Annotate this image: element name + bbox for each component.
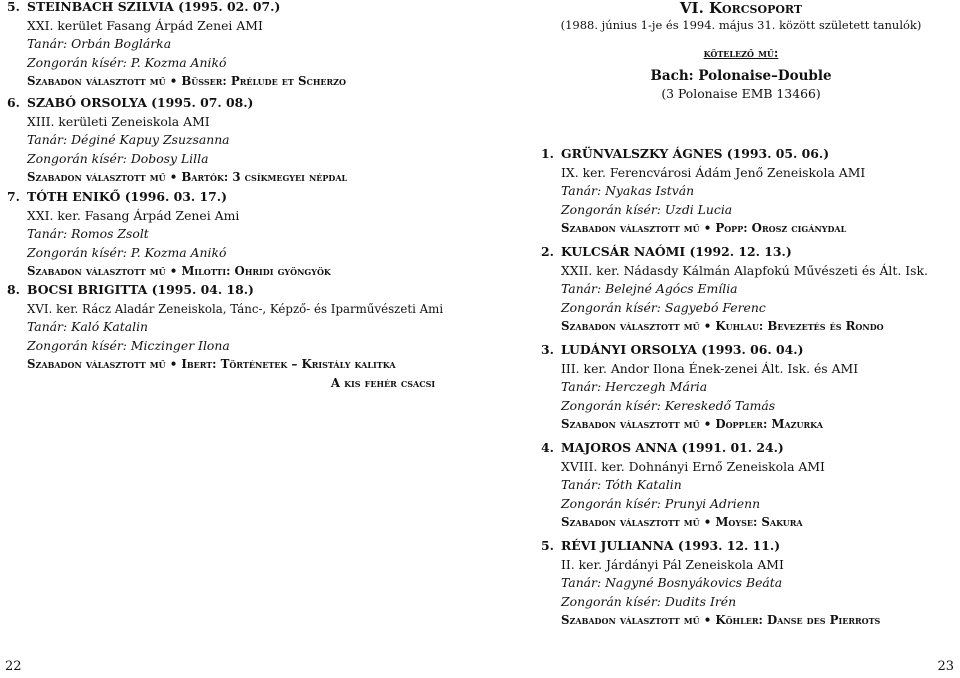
teacher: Tanár: Kaló Katalin [27, 319, 149, 335]
teacher: Tanár: Romos Zsolt [27, 226, 149, 242]
entry-1 [541, 145, 865, 238]
free-piece: Szabadon választott mű • Ibert: Történetek – Kristály kalitka [27, 357, 396, 372]
required-piece: Bach: Polonaise–Double [650, 68, 832, 84]
free-piece: Szabadon választott mű • Popp: Orosz cigánydal [561, 221, 847, 236]
teacher: Tanár: Tóth Katalin [561, 477, 682, 493]
student-name: TÓTH ENIKŐ (1996. 03. 17.) [27, 189, 227, 204]
teacher: Tanár: Nagyné Bosnyákovics Beáta [561, 575, 783, 591]
accompanist: Zongorán kísér: Miczinger Ilona [27, 337, 230, 353]
entry-4 [541, 439, 825, 532]
teacher: Tanár: Herczegh Mária [561, 379, 708, 395]
accompanist: Zongorán kísér: Prunyi Adrienn [561, 495, 761, 511]
category-subtitle: (1988. június 1-je és 1994. május 31. között született tanulók) [560, 18, 922, 32]
accompanist: Zongorán kísér: Dudits Irén [561, 593, 737, 609]
free-piece-continued: A kis fehér csacsi [330, 375, 436, 390]
free-piece: Szabadon választott mű • Büsser: Prélude et Scherzo [27, 74, 346, 89]
student-name: BOCSI BRIGITTA (1995. 04. 18.) [27, 282, 254, 297]
school: XIII. kerületi Zeneiskola AMI [27, 113, 210, 129]
page-number-right: 23 [937, 659, 954, 674]
school: XXI. ker. Fasang Árpád Zenei Ami [27, 207, 240, 223]
category-header [541, 0, 941, 103]
entry-number: 8. [7, 282, 20, 297]
student-name: SZABÓ ORSOLYA (1995. 07. 08.) [27, 95, 254, 110]
student-name: STEINBACH SZILVIA (1995. 02. 07.) [27, 0, 281, 14]
entry-5-right [541, 537, 880, 630]
entry-number: 2. [541, 244, 554, 259]
entry-number: 4. [541, 440, 554, 455]
teacher: Tanár: Orbán Boglárka [27, 36, 172, 52]
student-name: MAJOROS ANNA (1991. 01. 24.) [561, 440, 784, 455]
accompanist: Zongorán kísér: P. Kozma Anikó [27, 244, 227, 260]
accompanist: Zongorán kísér: Dobosy Lilla [27, 150, 209, 166]
accompanist: Zongorán kísér: P. Kozma Anikó [27, 54, 227, 70]
free-piece: Szabadon választott mű • Moyse: Sakura [561, 515, 803, 530]
free-piece: Szabadon választott mű • Bartók: 3 csíkmegyei népdal [27, 170, 348, 185]
entry-number: 5. [7, 0, 20, 14]
teacher: Tanár: Nyakas István [561, 183, 695, 199]
entry-2 [541, 243, 928, 336]
required-piece-edition: (3 Polonaise EMB 13466) [661, 86, 821, 101]
entry-number: 3. [541, 342, 554, 357]
entry-7 [7, 188, 331, 281]
student-name: KULCSÁR NAÓMI (1992. 12. 13.) [561, 244, 792, 259]
entry-number: 1. [541, 146, 554, 161]
required-label: kötelező mű: [703, 46, 779, 60]
teacher: Tanár: Déginé Kapuy Zsuzsanna [27, 132, 230, 148]
entry-5 [7, 0, 346, 91]
school: XVIII. ker. Dohnányi Ernő Zeneiskola AMI [561, 458, 825, 474]
teacher: Tanár: Belejné Agócs Emília [561, 281, 738, 297]
student-name: RÉVI JULIANNA (1993. 12. 11.) [561, 538, 781, 553]
entry-3 [541, 341, 858, 434]
free-piece: Szabadon választott mű • Kuhlau: Bevezetés és Rondo [561, 319, 884, 334]
school: XVI. ker. Rácz Aladár Zeneiskola, Tánc-, Képző- és Iparművészeti Ami [27, 301, 444, 316]
accompanist: Zongorán kísér: Kereskedő Tamás [561, 397, 776, 413]
free-piece: Szabadon választott mű • Köhler: Danse des Pierrots [561, 613, 881, 628]
student-name: LUDÁNYI ORSOLYA (1993. 06. 04.) [561, 342, 804, 357]
entry-number: 6. [7, 95, 20, 110]
accompanist: Zongorán kísér: Uzdi Lucia [561, 201, 733, 217]
school: II. ker. Járdányi Pál Zeneiskola AMI [561, 556, 784, 572]
school: III. ker. Andor Ilona Ének-zenei Ált. Isk. és AMI [561, 360, 859, 376]
free-piece: Szabadon választott mű • Doppler: Mazurka [561, 417, 823, 432]
entry-8 [7, 281, 443, 393]
school: XXI. kerület Fasang Árpád Zenei AMI [27, 17, 263, 33]
entry-number: 5. [541, 538, 554, 553]
student-name: GRÜNVALSZKY ÁGNES (1993. 05. 06.) [561, 146, 830, 161]
accompanist: Zongorán kísér: Sagyebó Ferenc [561, 299, 766, 315]
page-number-left: 22 [5, 659, 22, 674]
school: IX. ker. Ferencvárosi Ádám Jenő Zeneiskola AMI [561, 164, 866, 180]
entry-6 [7, 94, 347, 187]
entry-number: 7. [7, 189, 20, 204]
category-title: VI. Korcsoport [679, 0, 803, 17]
free-piece: Szabadon választott mű • Milotti: Ohridi gyöngyök [27, 264, 331, 279]
school: XXII. ker. Nádasdy Kálmán Alapfokú Művészeti és Ált. Isk. [561, 262, 928, 278]
